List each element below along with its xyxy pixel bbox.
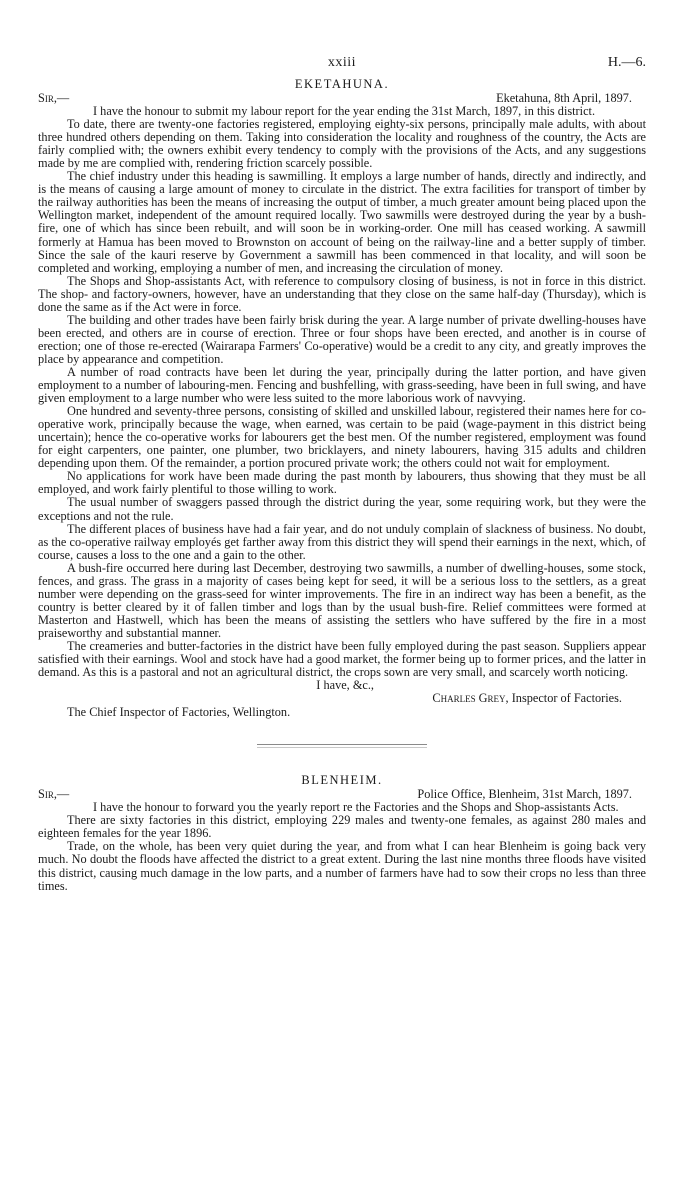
section-title-blenheim: BLENHEIM. (301, 773, 383, 788)
paragraph: The building and other trades have been fairly brisk during the year. A large number of private dwelling-houses have been erected, and others are in course of erection. Three or four shops have been erected, and another is in course of erection; one of those re-erected (Wairarapa Farmers' Co-operative) would be a credit to any city, and greatly improves the place by appearance and competition. (38, 312, 646, 366)
addressee: The Chief Inspector of Factories, Wellington. (67, 705, 291, 720)
paragraph: The different places of business have had a fair year, and do not unduly complain of slackness of business. No doubt, as the co-operative railway employés get farther away from this district they will spend their earnings in the next, which, of course, causes a loss to the one and a gain to the other. (38, 521, 646, 562)
signature-line (38, 692, 646, 705)
signature-name: Charles Grey, (432, 691, 509, 706)
signature-title: Inspector of Factories. (511, 691, 622, 706)
paragraph: The usual number of swaggers passed through the district during the year, some requiring work, but they were the exceptions and not the rule. (38, 495, 646, 523)
report-eketahuna (38, 78, 646, 719)
section-title-eketahuna: EKETAHUNA. (294, 77, 390, 91)
section-divider (257, 744, 427, 748)
paragraph: Trade, on the whole, has been very quiet during the year, and from what I can hear Blenheim is going back very much. No doubt the floods have affected the district to a great extent. During the last nine months three floods have visited this district, causing much damage in the low parts, and a number of farmers have had to sow their crops no less than three times. (38, 839, 646, 893)
place-date: Eketahuna, 8th April, 1897. (496, 91, 632, 106)
paragraph: The creameries and butter-factories in the district have been fully employed during the past season. Suppliers appear satisfied with their earnings. Wool and stock have had a good market, the former being up to former prices, and the latter in demand. As this is a pastoral and not an agricultural district, the crops sown are very small, and scarcely worth noticing. (38, 638, 646, 680)
paragraph: To date, there are twenty-one factories registered, employing eighty-six persons, principally male adults, with about three hundred others depending on them. Taking into consideration the locality and roughness of the country, the Acts are fairly complied with; the owners exhibit every tendency to comply with the provisions of the Acts, and any suggestions made by me are complied with, rendering friction scarcely possible. (38, 117, 646, 171)
paragraph: There are sixty factories in this district, employing 229 males and twenty-one females, as against 280 males and eighteen females for the year 1896. (38, 813, 646, 841)
page-number: xxiii (327, 55, 357, 70)
closing-line: I have, &c., (316, 678, 374, 693)
paragraph: A bush-fire occurred here during last December, destroying two sawmills, a number of dwelling-houses, some stock, fences, and grass. The grass in a majority of cases being kept for seed, it will be a serious loss to the settlers, as a great number were depending on the grass-seed for winter improvements. The fire in an indirect way has been a benefit, as the country is better cleared by it of fallen timber and logs than by the usual bush-fire. Relief committees were formed at Masterton and Hastwell, which has been the means of assisting the settlers who have suffered by the fire in a most praiseworthy and substantial manner. (38, 560, 646, 640)
paragraph: The chief industry under this heading is sawmilling. It employs a large number of hands, directly and indirectly, and is the means of causing a large amount of money to circulate in the district. The extra facilities for transport of timber by the railway authorities has been the means of increasing the output of timber, a much greater amount being placed upon the Wellington market, independent of the amount required locally. Two sawmills were destroyed during the year by a bush-fire, one of which has since been rebuilt, and will soon be in working-order. One mill has ceased working. A sawmill formerly at Hamua has been moved to Brownston on account of being on the railway-line and a better supply of timber. Since the sale of the kauri reserve by Government a sawmill has been commenced in that locality, and will soon be completed and working, employing a number of men, and increasing the circulation of money. (38, 169, 646, 275)
paragraph: A number of road contracts have been let during the year, principally during the latter portion, and have given employment to a number of labouring-men. Fencing and bushfelling, with grass-seeding, have been in full swing, and have given employment to a large number who were less suited to the more laborious work of navvying. (38, 364, 646, 406)
salutation-line (38, 788, 646, 801)
salutation: Sir,— (38, 787, 70, 802)
salutation: Sir,— (38, 91, 70, 106)
paragraph: No applications for work have been made during the past month by labourers, thus showing that they must be all employed, and work fairly plentiful to those willing to work. (38, 469, 646, 497)
paragraph: The Shops and Shop-assistants Act, with reference to compulsory closing of business, is not in force in this district. The shop- and factory-owners, however, have an understanding that they close on the same half-day (Thursday), which is done the same as if the Act were in force. (38, 273, 646, 314)
salutation-line (38, 92, 646, 105)
page-header (38, 56, 646, 78)
paragraph: I have the honour to submit my labour report for the year ending the 31st March, 1897, in this district. (93, 104, 596, 119)
place-date: Police Office, Blenheim, 31st March, 1897. (417, 787, 632, 802)
report-blenheim (38, 774, 646, 892)
paragraph: One hundred and seventy-three persons, consisting of skilled and unskilled labour, registered their names here for co-operative work, principally because the wage, when earned, was certain to be paid (wage-payment in this district being uncertain); hence the co-operative works for labourers get the best men. Of the number registered, employment was found for eight carpenters, one painter, one plumber, two bricklayers, and ninety labourers, having 315 adults and children depending upon them. Of the remainder, a portion procured private work; the others could not wait for employment. (38, 404, 646, 471)
document-reference: H.—6. (607, 55, 646, 70)
paragraph: I have the honour to forward you the yearly report re the Factories and the Shops and Shop-assistants Acts. (93, 800, 619, 815)
